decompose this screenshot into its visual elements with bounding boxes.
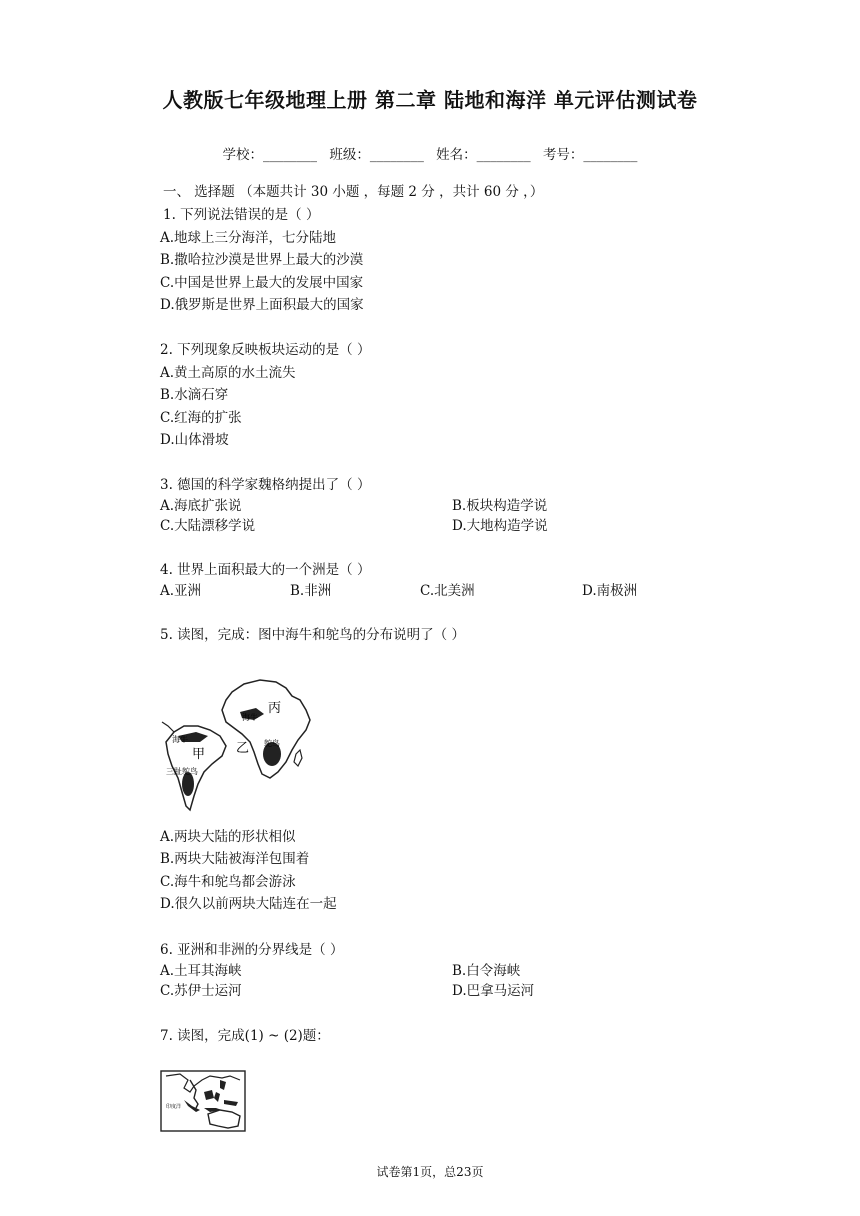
question-1-option-b: B.撒哈拉沙漠是世界上最大的沙漠 xyxy=(160,252,364,268)
question-4-option-c: C.北美洲 xyxy=(420,583,475,599)
page-title: 人教版七年级地理上册 第二章 陆地和海洋 单元评估测试卷 xyxy=(162,88,698,112)
question-6-option-c: C.苏伊士运河 xyxy=(160,983,242,999)
question-6-option-a: A.土耳其海峡 xyxy=(160,963,242,979)
map-label-ostrich-africa: 鸵鸟 xyxy=(264,739,280,748)
question-2-option-c: C.红海的扩张 xyxy=(160,410,242,426)
map-label-yi: 乙 xyxy=(236,741,250,756)
map-label-bing: 丙 xyxy=(268,701,282,716)
map-label-indian-ocean: 印度洋 xyxy=(166,1104,182,1110)
question-3-option-b: B.板块构造学说 xyxy=(452,498,548,514)
question-2-stem: 2. 下列现象反映板块运动的是（ ） xyxy=(160,342,371,358)
question-4-option-a: A.亚洲 xyxy=(160,583,202,599)
question-2-option-d: D.山体滑坡 xyxy=(160,432,229,448)
question-5-option-b: B.两块大陆被海洋包围着 xyxy=(160,851,310,867)
question-2-option-b: B.水滴石穿 xyxy=(160,387,229,403)
continent-fossil-map xyxy=(160,674,320,816)
map-label-manatee-sa: 海牛 xyxy=(172,735,188,744)
question-1-stem: 1. 下列说法错误的是（ ） xyxy=(163,207,320,223)
question-6-option-b: B.白令海峡 xyxy=(452,963,521,979)
question-5-option-d: D.很久以前两块大陆连在一起 xyxy=(160,896,337,912)
question-4-option-b: B.非洲 xyxy=(290,583,332,599)
name-field: 姓名：________ xyxy=(436,147,531,163)
school-field: 学校：________ xyxy=(222,147,318,163)
question-5-option-a: A.两块大陆的形状相似 xyxy=(160,829,296,845)
question-7-stem: 7. 读图，完成(1) ~ (2)题： xyxy=(160,1028,330,1044)
map-label-ostrich-sa: 三趾鸵鸟 xyxy=(166,767,198,776)
question-2-option-a: A.黄土高原的水土流失 xyxy=(160,365,296,381)
student-info-line xyxy=(0,143,860,163)
map-label-manatee-africa: 海牛 xyxy=(242,713,258,722)
question-1-option-a: A.地球上三分海洋，七分陆地 xyxy=(160,230,337,246)
question-3-option-c: C.大陆漂移学说 xyxy=(160,518,256,534)
question-5-option-c: C.海牛和鸵鸟都会游泳 xyxy=(160,874,296,890)
section-heading: 一、 选择题 （本题共计 30 小题 ，每题 2 分 ，共计 60 分 ，） xyxy=(163,184,544,200)
page-footer: 试卷第1页，总23页 xyxy=(376,1165,484,1179)
question-3-option-a: A.海底扩张说 xyxy=(160,498,242,514)
question-5-stem: 5. 读图，完成：图中海牛和鸵鸟的分布说明了（ ） xyxy=(160,627,465,643)
exam-number-field: 考号：________ xyxy=(542,147,638,163)
class-field: 班级：________ xyxy=(329,147,424,163)
question-1-option-d: D.俄罗斯是世界上面积最大的国家 xyxy=(160,297,364,313)
question-6-stem: 6. 亚洲和非洲的分界线是（ ） xyxy=(160,942,344,958)
question-6-option-d: D.巴拿马运河 xyxy=(452,983,535,999)
question-4-option-d: D.南极洲 xyxy=(582,583,638,599)
question-4-stem: 4. 世界上面积最大的一个洲是（ ） xyxy=(160,562,371,578)
question-3-option-d: D.大地构造学说 xyxy=(452,518,548,534)
question-3-stem: 3. 德国的科学家魏格纳提出了（ ） xyxy=(160,477,371,493)
map-label-jia: 甲 xyxy=(192,747,206,762)
question-1-option-c: C.中国是世界上最大的发展中国家 xyxy=(160,275,364,291)
southeast-asia-map xyxy=(160,1070,246,1132)
